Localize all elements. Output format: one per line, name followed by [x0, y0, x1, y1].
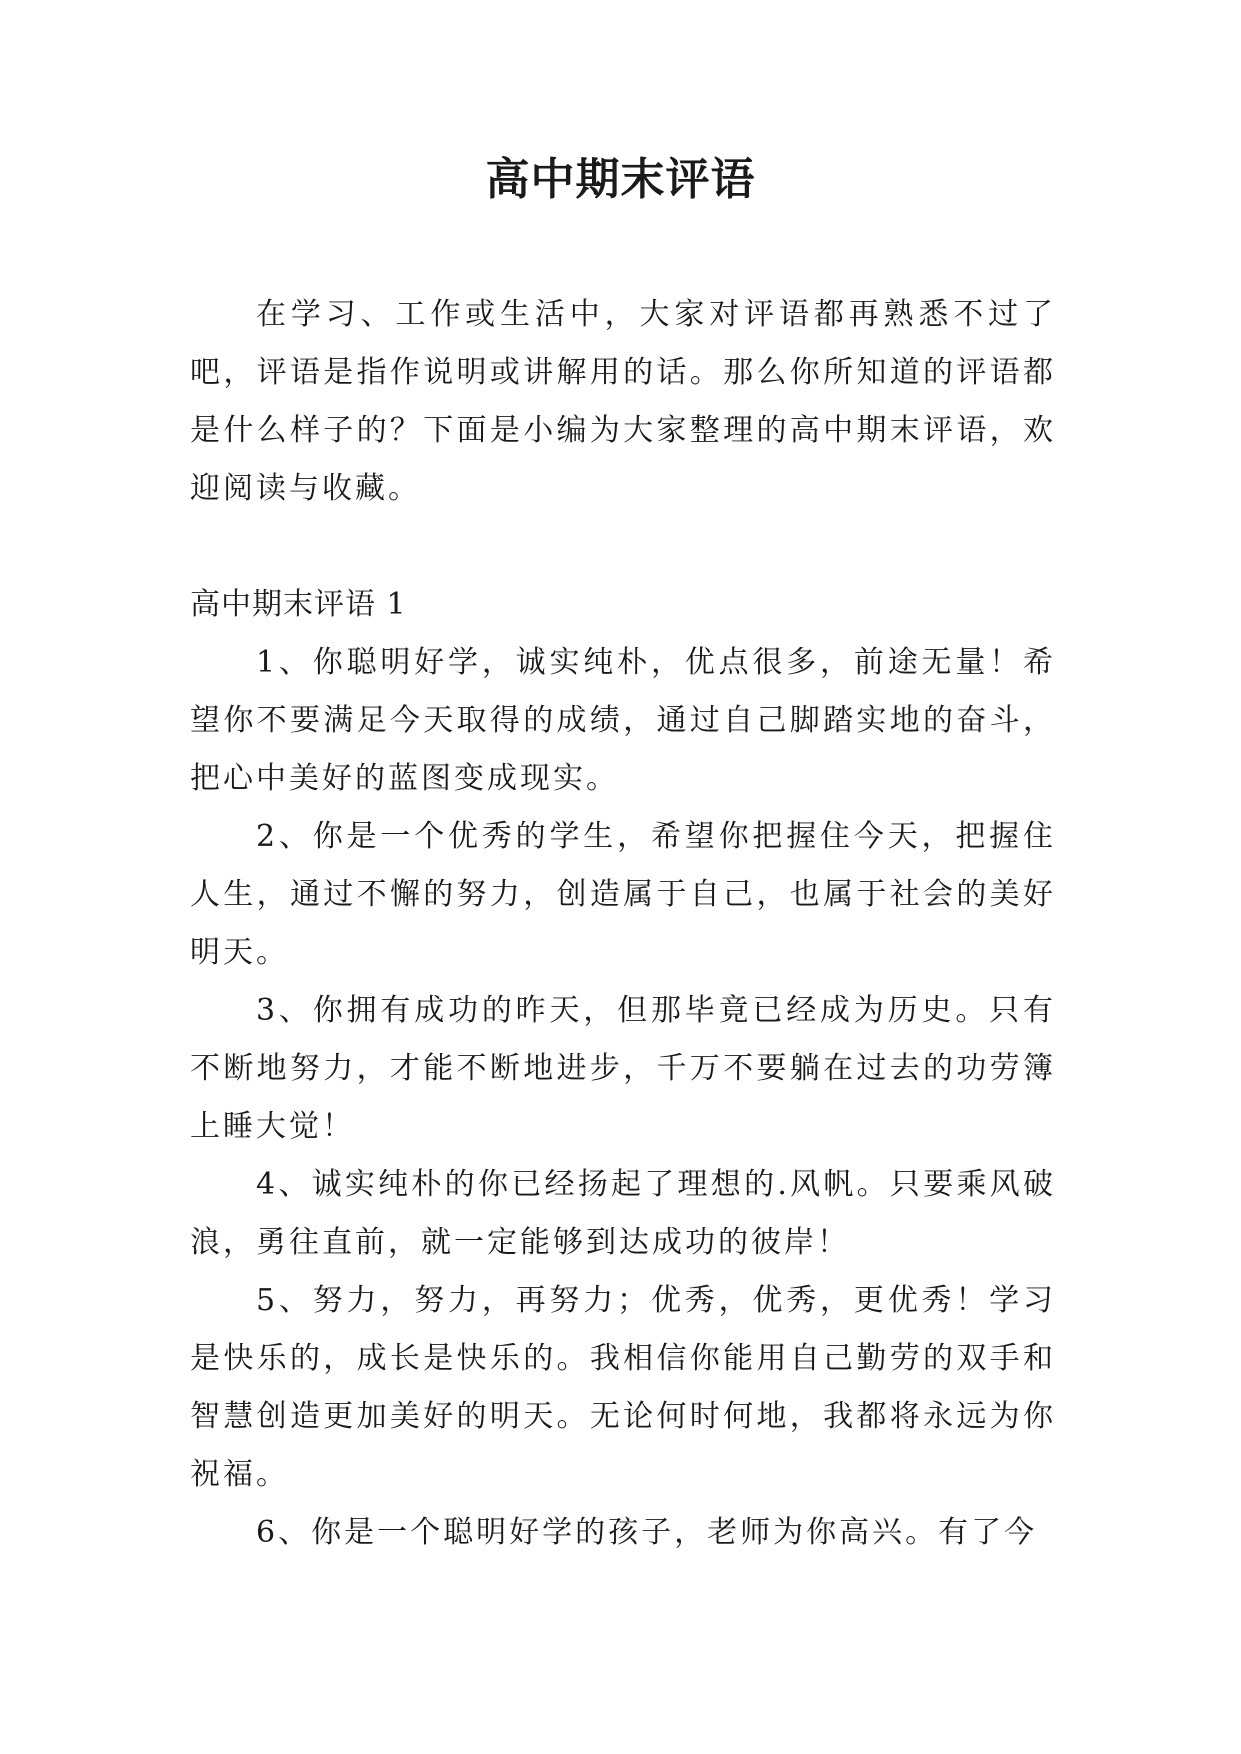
comment-item-1: 1、你聪明好学，诚实纯朴，优点很多，前途无量！希望你不要满足今天取得的成绩，通过自己脚踏实地的奋斗，把心中美好的蓝图变成现实。	[190, 645, 1056, 796]
section-heading: 高中期末评语 1	[190, 587, 407, 622]
comment-item-3: 3、你拥有成功的昨天，但那毕竟已经成为历史。只有不断地努力，才能不断地进步，千万不要躺在过去的功劳簿上睡大觉！	[190, 993, 1056, 1144]
document-body	[190, 286, 1056, 1562]
comment-item-2: 2、你是一个优秀的学生，希望你把握住今天，把握住人生，通过不懈的努力，创造属于自己，也属于社会的美好明天。	[190, 819, 1056, 970]
document-title: 高中期末评语	[485, 154, 756, 205]
comment-item-5: 5、努力，努力，再努力；优秀，优秀，更优秀！学习是快乐的，成长是快乐的。我相信你能用自己勤劳的双手和智慧创造更加美好的明天。无论何时何地，我都将永远为你祝福。	[190, 1283, 1056, 1492]
intro-paragraph: 在学习、工作或生活中，大家对评语都再熟悉不过了吧，评语是指作说明或讲解用的话。那么你所知道的评语都是什么样子的？下面是小编为大家整理的高中期末评语，欢迎阅读与收藏。	[190, 297, 1056, 506]
comment-item-4: 4、诚实纯朴的你已经扬起了理想的.风帆。只要乘风破浪，勇往直前，就一定能够到达成功的彼岸！	[190, 1167, 1056, 1260]
comment-item-6: 6、你是一个聪明好学的孩子，老师为你高兴。有了今	[256, 1515, 1038, 1550]
